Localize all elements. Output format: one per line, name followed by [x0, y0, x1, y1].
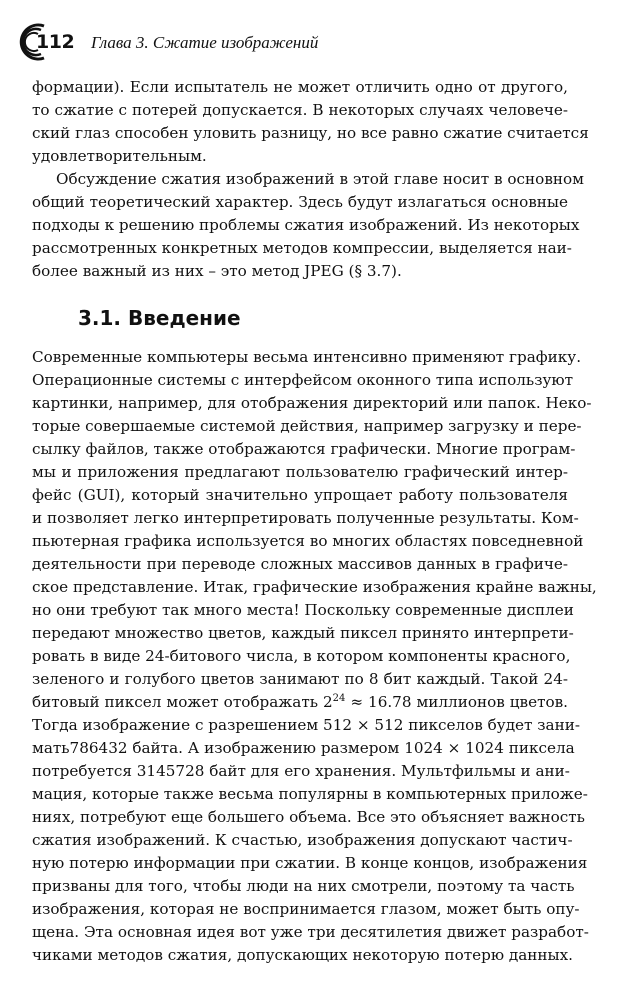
text-line: Операционные системы с интерфейсом оконного типа используют — [32, 371, 574, 389]
text-line: пьютерная графика используется во многих областях повседневной — [32, 532, 584, 550]
page-number: 112 — [36, 31, 75, 53]
text-line: мать786432 байта. А изображению размером 1024 × 1024 пиксела — [32, 739, 575, 757]
formula-exponent: 24 — [332, 693, 346, 704]
text-line: но они требуют так много места! Поскольку современные дисплеи — [32, 601, 574, 619]
text-line: то сжатие с потерей допускается. В некоторых случаях человече- — [32, 101, 568, 119]
text-line: удовлетворительным. — [32, 147, 207, 165]
text-line: ную потерю информации при сжатии. В конце концов, изображения — [32, 854, 588, 872]
text-line: сылку файлов, также отображаются графически. Многие програм- — [32, 440, 576, 458]
text-line: ниях, потребуют еще большего объема. Все это объясняет важность — [32, 808, 585, 826]
text-line: Современные компьютеры весьма интенсивно применяют графику. — [32, 348, 582, 366]
text-line: формации). Если испытатель не может отличить одно от другого, — [32, 78, 568, 96]
text-line: ское представление. Итак, графические изображения крайне важны, — [32, 578, 597, 596]
text-line: мация, которые также весьма популярны в компьютерных приложе- — [32, 785, 588, 803]
text-line: зеленого и голубого цветов занимают по 8 бит каждый. Такой 24- — [32, 670, 568, 688]
text-line: торые совершаемые системой действия, например загрузку и пере- — [32, 417, 582, 435]
text-line: фейс (GUI), который значительно упрощает работу пользователя — [32, 486, 568, 504]
text-line: чиками методов сжатия, допускающих некоторую потерю данных. — [32, 946, 574, 964]
section-heading: 3.1. Введение — [78, 306, 241, 330]
text-line: картинки, например, для отображения директорий или папок. Неко- — [32, 394, 592, 412]
text-line: более важный из них – это метод JPEG (§ 3.7). — [32, 262, 402, 280]
text-line: подходы к решению проблемы сжатия изображений. Из некоторых — [32, 216, 580, 234]
text-line: щена. Эта основная идея вот уже три десятилетия движет разработ- — [32, 923, 589, 941]
text-line: изображения, которая не воспринимается глазом, может быть опу- — [32, 900, 580, 918]
text-line: ский глаз способен уловить разницу, но все равно сжатие считается — [32, 124, 589, 142]
formula-line — [32, 690, 568, 714]
text-line: потребуется 3145728 байт для его хранения. Мультфильмы и ани- — [32, 762, 570, 780]
text-line: Обсуждение сжатия изображений в этой главе носит в основном — [56, 170, 584, 188]
text-line: передают множество цветов, каждый пиксел принято интерпрети- — [32, 624, 574, 642]
text-line: ровать в виде 24-битового числа, в котором компоненты красного, — [32, 647, 571, 665]
text-line: призваны для того, чтобы люди на них смотрели, поэтому та часть — [32, 877, 575, 895]
formula-text-before: битовый пиксел может отображать 2 — [32, 693, 333, 711]
chapter-title: Глава 3. Сжатие изображений — [91, 33, 319, 52]
text-line: Тогда изображение с разрешением 512 × 512 пикселов будет зани- — [32, 716, 580, 734]
formula-text-after: ≈ 16.78 миллионов цветов. — [345, 693, 568, 711]
text-line: деятельности при переводе сложных массивов данных в графиче- — [32, 555, 568, 573]
text-line: и позволяет легко интерпретировать полученные результаты. Ком- — [32, 509, 579, 527]
text-line: сжатия изображений. К счастью, изображения допускают частич- — [32, 831, 573, 849]
text-line: рассмотренных конкретных методов компрессии, выделяется наи- — [32, 239, 572, 257]
text-line: мы и приложения предлагают пользователю графический интер- — [32, 463, 568, 481]
text-line: общий теоретический характер. Здесь будут излагаться основные — [32, 193, 568, 211]
